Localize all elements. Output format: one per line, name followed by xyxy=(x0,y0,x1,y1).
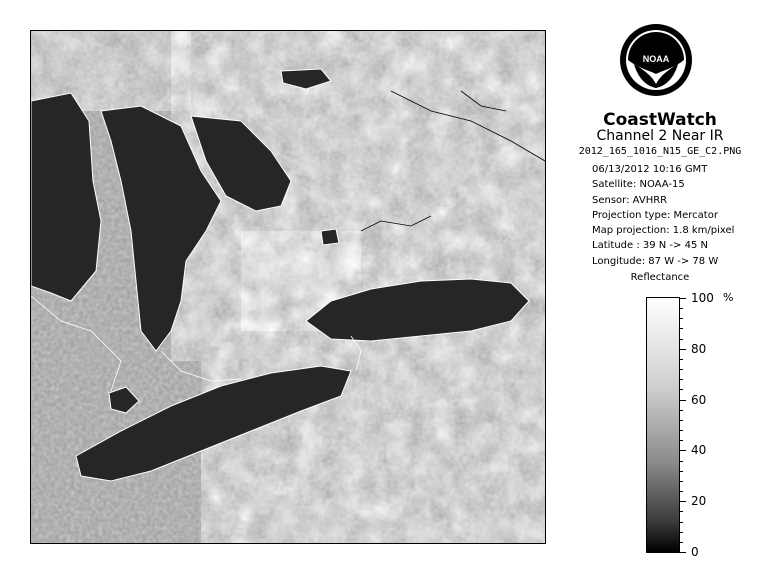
colorbar-minor-tick xyxy=(679,471,683,472)
noaa-logo-icon xyxy=(618,22,694,108)
colorbar-minor-tick xyxy=(679,420,683,421)
colorbar-major-tick xyxy=(679,552,686,553)
channel-label: Channel 2 Near IR xyxy=(596,128,724,144)
colorbar-minor-tick xyxy=(679,511,683,512)
colorbar-minor-tick xyxy=(679,318,683,319)
colorbar-tick-label: 60 xyxy=(691,393,707,407)
latitude-label: Latitude : 39 N -> 45 N xyxy=(592,240,708,252)
colorbar-minor-tick xyxy=(679,410,683,411)
colorbar-minor-tick xyxy=(679,389,683,390)
colorbar-tick-label: 100 xyxy=(691,291,714,305)
colorbar-minor-tick xyxy=(679,532,683,533)
colorbar-tick-label: 80 xyxy=(691,342,707,356)
colorbar-major-tick xyxy=(679,501,686,502)
colorbar-major-tick xyxy=(679,298,686,299)
colorbar-minor-tick xyxy=(679,339,683,340)
satellite-image-map xyxy=(30,30,546,544)
longitude-label: Longitude: 87 W -> 78 W xyxy=(592,255,719,267)
legend-unit: % xyxy=(723,291,734,304)
colorbar-minor-tick xyxy=(679,522,683,523)
map-projection-label: Map projection: 1.8 km/pixel xyxy=(592,225,735,237)
colorbar-minor-tick xyxy=(679,328,683,329)
colorbar-major-tick xyxy=(679,349,686,350)
legend-title: Reflectance xyxy=(630,272,690,283)
satellite-label: Satellite: NOAA-15 xyxy=(592,179,685,191)
metadata-block xyxy=(592,162,734,269)
sensor-label: Sensor: AVHRR xyxy=(592,194,668,206)
logo-text: NOAA xyxy=(642,54,670,64)
colorbar-minor-tick xyxy=(679,430,683,431)
projection-label: Projection type: Mercator xyxy=(592,209,718,221)
colorbar-major-tick xyxy=(679,400,686,401)
colorbar-minor-tick xyxy=(679,440,683,441)
colorbar-minor-tick xyxy=(679,308,683,309)
colorbar-minor-tick xyxy=(679,379,683,380)
colorbar-minor-tick xyxy=(679,491,683,492)
map-canvas xyxy=(31,31,545,543)
colorbar-minor-tick xyxy=(679,461,683,462)
colorbar-minor-tick xyxy=(679,359,683,360)
colorbar-major-tick xyxy=(679,450,686,451)
colorbar-tick-label: 20 xyxy=(691,494,707,508)
colorbar-minor-tick xyxy=(679,542,683,543)
filename-label: 2012_165_1016_N15_GE_C2.PNG xyxy=(578,146,742,157)
colorbar-tick-label: 0 xyxy=(691,545,699,559)
colorbar-minor-tick xyxy=(679,369,683,370)
datetime-label: 06/13/2012 10:16 GMT xyxy=(592,164,708,175)
colorbar-minor-tick xyxy=(679,481,683,482)
reflectance-colorbar xyxy=(646,297,680,553)
colorbar-tick-label: 40 xyxy=(691,443,707,457)
panel-title: CoastWatch xyxy=(603,110,717,130)
colorbar-ticks xyxy=(679,291,739,559)
